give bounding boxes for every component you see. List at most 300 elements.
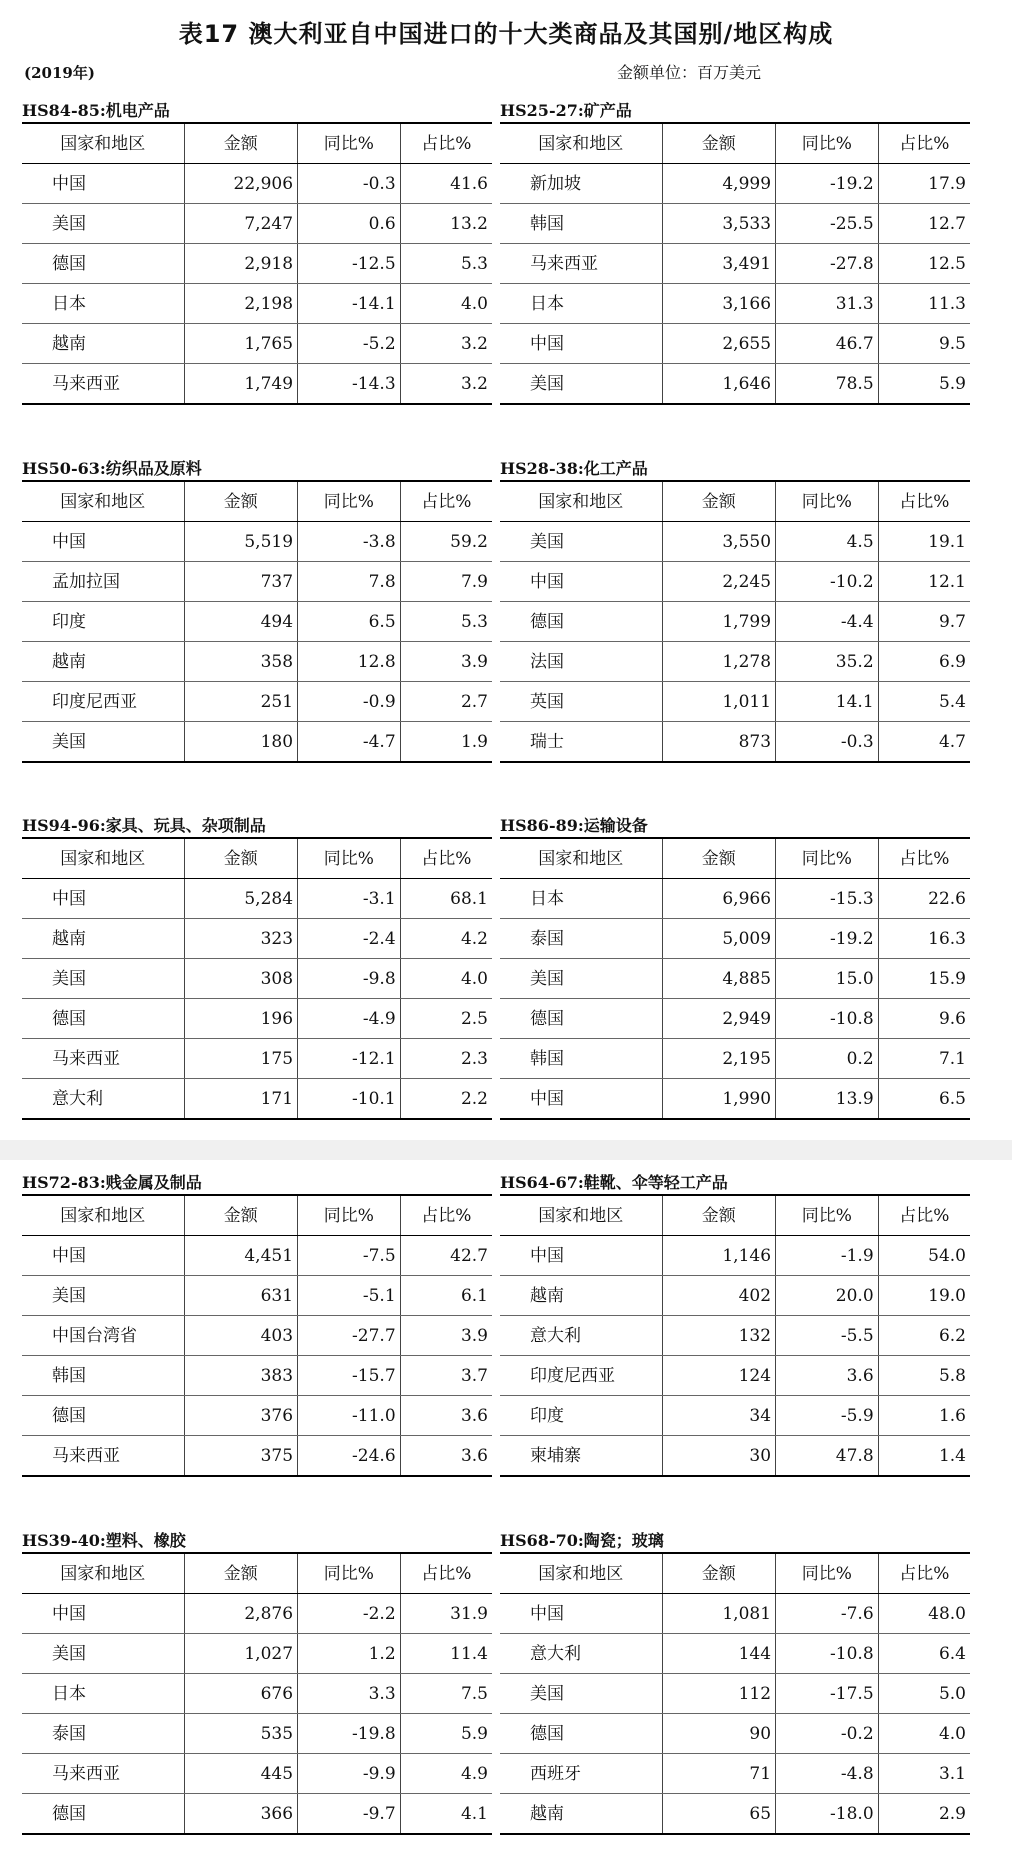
column-header: 国家和地区 bbox=[22, 1554, 184, 1594]
country-cell: 意大利 bbox=[500, 1634, 662, 1674]
data-table bbox=[22, 1196, 492, 1477]
country-cell: 中国台湾省 bbox=[22, 1316, 184, 1356]
share-cell: 2.5 bbox=[400, 999, 492, 1039]
amount-cell: 1,765 bbox=[184, 324, 297, 364]
country-cell: 新加坡 bbox=[500, 164, 662, 204]
yoy-cell: -9.7 bbox=[298, 1794, 401, 1835]
column-header: 金额 bbox=[184, 124, 297, 164]
data-table bbox=[22, 1554, 492, 1835]
table-row bbox=[22, 1039, 492, 1079]
table-row bbox=[500, 1396, 970, 1436]
column-header: 占比% bbox=[878, 124, 970, 164]
amount-cell: 1,081 bbox=[662, 1594, 775, 1634]
country-cell: 美国 bbox=[500, 1674, 662, 1714]
yoy-cell: 6.5 bbox=[298, 602, 401, 642]
share-cell: 5.8 bbox=[878, 1356, 970, 1396]
amount-cell: 65 bbox=[662, 1794, 775, 1835]
country-cell: 美国 bbox=[500, 364, 662, 405]
column-header: 占比% bbox=[878, 1196, 970, 1236]
amount-cell: 30 bbox=[662, 1436, 775, 1477]
table-row bbox=[22, 1079, 492, 1120]
table-row bbox=[500, 1316, 970, 1356]
country-cell: 德国 bbox=[22, 1396, 184, 1436]
table-row bbox=[500, 602, 970, 642]
share-cell: 9.7 bbox=[878, 602, 970, 642]
share-cell: 3.2 bbox=[400, 324, 492, 364]
amount-cell: 180 bbox=[184, 722, 297, 763]
data-table bbox=[500, 124, 970, 405]
share-cell: 1.6 bbox=[878, 1396, 970, 1436]
column-header: 国家和地区 bbox=[500, 1196, 662, 1236]
amount-cell: 5,284 bbox=[184, 879, 297, 919]
amount-cell: 494 bbox=[184, 602, 297, 642]
yoy-cell: -2.2 bbox=[298, 1594, 401, 1634]
yoy-cell: -9.8 bbox=[298, 959, 401, 999]
share-cell: 42.7 bbox=[400, 1236, 492, 1276]
amount-cell: 1,799 bbox=[662, 602, 775, 642]
country-cell: 马来西亚 bbox=[22, 364, 184, 405]
share-cell: 7.5 bbox=[400, 1674, 492, 1714]
country-cell: 意大利 bbox=[500, 1316, 662, 1356]
yoy-cell: -0.3 bbox=[776, 722, 879, 763]
amount-cell: 71 bbox=[662, 1754, 775, 1794]
table-row bbox=[22, 1436, 492, 1477]
share-cell: 2.9 bbox=[878, 1794, 970, 1835]
yoy-cell: -19.2 bbox=[776, 919, 879, 959]
share-cell: 4.7 bbox=[878, 722, 970, 763]
section-divider-band bbox=[0, 1140, 1012, 1160]
section-7 bbox=[500, 1172, 970, 1477]
amount-cell: 3,491 bbox=[662, 244, 775, 284]
yoy-cell: -19.8 bbox=[298, 1714, 401, 1754]
share-cell: 5.3 bbox=[400, 602, 492, 642]
yoy-cell: -12.5 bbox=[298, 244, 401, 284]
yoy-cell: -4.9 bbox=[298, 999, 401, 1039]
amount-cell: 737 bbox=[184, 562, 297, 602]
table-row bbox=[500, 1634, 970, 1674]
country-cell: 美国 bbox=[22, 1634, 184, 1674]
column-header: 金额 bbox=[662, 839, 775, 879]
country-cell: 日本 bbox=[22, 284, 184, 324]
table-row bbox=[500, 364, 970, 405]
country-cell: 法国 bbox=[500, 642, 662, 682]
yoy-cell: -12.1 bbox=[298, 1039, 401, 1079]
yoy-cell: 3.3 bbox=[298, 1674, 401, 1714]
share-cell: 17.9 bbox=[878, 164, 970, 204]
country-cell: 马来西亚 bbox=[22, 1436, 184, 1477]
yoy-cell: -14.3 bbox=[298, 364, 401, 405]
table-row bbox=[22, 164, 492, 204]
yoy-cell: 20.0 bbox=[776, 1276, 879, 1316]
amount-cell: 2,195 bbox=[662, 1039, 775, 1079]
yoy-cell: -5.1 bbox=[298, 1276, 401, 1316]
yoy-cell: -9.9 bbox=[298, 1754, 401, 1794]
column-header: 同比% bbox=[776, 1554, 879, 1594]
amount-cell: 4,999 bbox=[662, 164, 775, 204]
amount-cell: 383 bbox=[184, 1356, 297, 1396]
column-header: 占比% bbox=[400, 482, 492, 522]
table-row bbox=[500, 919, 970, 959]
table-row bbox=[22, 364, 492, 405]
column-header: 国家和地区 bbox=[500, 839, 662, 879]
table-header-row bbox=[500, 839, 970, 879]
amount-cell: 90 bbox=[662, 1714, 775, 1754]
country-cell: 瑞士 bbox=[500, 722, 662, 763]
amount-cell: 171 bbox=[184, 1079, 297, 1120]
yoy-cell: -5.5 bbox=[776, 1316, 879, 1356]
table-row bbox=[500, 999, 970, 1039]
share-cell: 12.7 bbox=[878, 204, 970, 244]
yoy-cell: -2.4 bbox=[298, 919, 401, 959]
share-cell: 2.3 bbox=[400, 1039, 492, 1079]
table-row bbox=[500, 1356, 970, 1396]
table-row bbox=[22, 1634, 492, 1674]
yoy-cell: -4.8 bbox=[776, 1754, 879, 1794]
table-row bbox=[500, 1794, 970, 1835]
yoy-cell: -0.3 bbox=[298, 164, 401, 204]
table-row bbox=[500, 324, 970, 364]
yoy-cell: -7.6 bbox=[776, 1594, 879, 1634]
table-header-row bbox=[22, 482, 492, 522]
amount-cell: 1,990 bbox=[662, 1079, 775, 1120]
amount-cell: 358 bbox=[184, 642, 297, 682]
column-header: 同比% bbox=[298, 839, 401, 879]
section-6 bbox=[22, 1172, 492, 1477]
yoy-cell: -15.7 bbox=[298, 1356, 401, 1396]
table-row bbox=[500, 959, 970, 999]
country-cell: 中国 bbox=[22, 1236, 184, 1276]
share-cell: 4.1 bbox=[400, 1794, 492, 1835]
section-1 bbox=[500, 100, 970, 405]
table-row bbox=[500, 522, 970, 562]
share-cell: 6.1 bbox=[400, 1276, 492, 1316]
yoy-cell: 7.8 bbox=[298, 562, 401, 602]
amount-cell: 1,146 bbox=[662, 1236, 775, 1276]
data-table bbox=[500, 482, 970, 763]
yoy-cell: -0.9 bbox=[298, 682, 401, 722]
amount-cell: 5,009 bbox=[662, 919, 775, 959]
share-cell: 1.4 bbox=[878, 1436, 970, 1477]
country-cell: 英国 bbox=[500, 682, 662, 722]
amount-cell: 2,245 bbox=[662, 562, 775, 602]
table-row bbox=[22, 284, 492, 324]
country-cell: 越南 bbox=[500, 1276, 662, 1316]
yoy-cell: 1.2 bbox=[298, 1634, 401, 1674]
country-cell: 中国 bbox=[22, 1594, 184, 1634]
yoy-cell: -19.2 bbox=[776, 164, 879, 204]
share-cell: 31.9 bbox=[400, 1594, 492, 1634]
country-cell: 日本 bbox=[500, 879, 662, 919]
amount-cell: 2,198 bbox=[184, 284, 297, 324]
share-cell: 48.0 bbox=[878, 1594, 970, 1634]
table-row bbox=[22, 999, 492, 1039]
section-title: HS39-40:塑料、橡胶 bbox=[22, 1530, 492, 1554]
table-row bbox=[500, 1276, 970, 1316]
table-row bbox=[500, 722, 970, 763]
share-cell: 9.6 bbox=[878, 999, 970, 1039]
amount-cell: 124 bbox=[662, 1356, 775, 1396]
table-row bbox=[500, 1754, 970, 1794]
table-row bbox=[22, 1794, 492, 1835]
amount-cell: 1,278 bbox=[662, 642, 775, 682]
table-row bbox=[22, 722, 492, 763]
table-row bbox=[22, 642, 492, 682]
country-cell: 印度 bbox=[500, 1396, 662, 1436]
section-title: HS25-27:矿产品 bbox=[500, 100, 970, 124]
share-cell: 3.9 bbox=[400, 642, 492, 682]
yoy-cell: -15.3 bbox=[776, 879, 879, 919]
share-cell: 15.9 bbox=[878, 959, 970, 999]
section-title: HS72-83:贱金属及制品 bbox=[22, 1172, 492, 1196]
country-cell: 美国 bbox=[500, 522, 662, 562]
column-header: 国家和地区 bbox=[22, 124, 184, 164]
share-cell: 3.2 bbox=[400, 364, 492, 405]
table-row bbox=[22, 1594, 492, 1634]
share-cell: 3.7 bbox=[400, 1356, 492, 1396]
country-cell: 德国 bbox=[22, 244, 184, 284]
yoy-cell: 12.8 bbox=[298, 642, 401, 682]
country-cell: 德国 bbox=[500, 1714, 662, 1754]
share-cell: 59.2 bbox=[400, 522, 492, 562]
country-cell: 中国 bbox=[500, 1079, 662, 1120]
table-row bbox=[500, 879, 970, 919]
column-header: 国家和地区 bbox=[500, 482, 662, 522]
table-header-row bbox=[22, 124, 492, 164]
section-5 bbox=[500, 815, 970, 1120]
table-row bbox=[22, 522, 492, 562]
table-row bbox=[22, 1396, 492, 1436]
column-header: 同比% bbox=[776, 482, 879, 522]
data-table bbox=[22, 839, 492, 1120]
table-header-row bbox=[500, 124, 970, 164]
section-0 bbox=[22, 100, 492, 405]
share-cell: 6.4 bbox=[878, 1634, 970, 1674]
country-cell: 孟加拉国 bbox=[22, 562, 184, 602]
section-3 bbox=[500, 458, 970, 763]
amount-cell: 2,918 bbox=[184, 244, 297, 284]
amount-cell: 7,247 bbox=[184, 204, 297, 244]
share-cell: 6.2 bbox=[878, 1316, 970, 1356]
data-table bbox=[500, 839, 970, 1120]
table-row bbox=[500, 1594, 970, 1634]
page-title: 表17 澳大利亚自中国进口的十大类商品及其国别/地区构成 bbox=[178, 20, 834, 48]
amount-cell: 1,749 bbox=[184, 364, 297, 405]
table-header-row bbox=[22, 1196, 492, 1236]
table-header-row bbox=[22, 1554, 492, 1594]
share-cell: 6.9 bbox=[878, 642, 970, 682]
table-row bbox=[22, 204, 492, 244]
country-cell: 中国 bbox=[22, 522, 184, 562]
share-cell: 1.9 bbox=[400, 722, 492, 763]
column-header: 金额 bbox=[662, 1196, 775, 1236]
amount-cell: 375 bbox=[184, 1436, 297, 1477]
share-cell: 2.7 bbox=[400, 682, 492, 722]
country-cell: 日本 bbox=[500, 284, 662, 324]
yoy-cell: -0.2 bbox=[776, 1714, 879, 1754]
column-header: 同比% bbox=[298, 124, 401, 164]
yoy-cell: -18.0 bbox=[776, 1794, 879, 1835]
share-cell: 68.1 bbox=[400, 879, 492, 919]
amount-cell: 366 bbox=[184, 1794, 297, 1835]
amount-cell: 6,966 bbox=[662, 879, 775, 919]
section-title: HS28-38:化工产品 bbox=[500, 458, 970, 482]
amount-cell: 22,906 bbox=[184, 164, 297, 204]
yoy-cell: -5.2 bbox=[298, 324, 401, 364]
section-title: HS68-70:陶瓷；玻璃 bbox=[500, 1530, 970, 1554]
amount-cell: 402 bbox=[662, 1276, 775, 1316]
country-cell: 意大利 bbox=[22, 1079, 184, 1120]
column-header: 占比% bbox=[400, 1196, 492, 1236]
column-header: 占比% bbox=[400, 839, 492, 879]
share-cell: 3.6 bbox=[400, 1396, 492, 1436]
column-header: 金额 bbox=[184, 1554, 297, 1594]
column-header: 金额 bbox=[662, 482, 775, 522]
table-row bbox=[22, 602, 492, 642]
amount-cell: 175 bbox=[184, 1039, 297, 1079]
table-row bbox=[22, 1276, 492, 1316]
yoy-cell: 47.8 bbox=[776, 1436, 879, 1477]
yoy-cell: 15.0 bbox=[776, 959, 879, 999]
table-row bbox=[500, 682, 970, 722]
country-cell: 越南 bbox=[22, 919, 184, 959]
country-cell: 美国 bbox=[500, 959, 662, 999]
country-cell: 柬埔寨 bbox=[500, 1436, 662, 1477]
section-title: HS84-85:机电产品 bbox=[22, 100, 492, 124]
country-cell: 中国 bbox=[500, 562, 662, 602]
column-header: 占比% bbox=[400, 124, 492, 164]
year-label: (2019年) bbox=[24, 64, 95, 82]
column-header: 同比% bbox=[776, 124, 879, 164]
table-row bbox=[22, 959, 492, 999]
table-header-row bbox=[500, 482, 970, 522]
section-title: HS64-67:鞋靴、伞等轻工产品 bbox=[500, 1172, 970, 1196]
table-row bbox=[22, 244, 492, 284]
yoy-cell: 4.5 bbox=[776, 522, 879, 562]
table-row bbox=[22, 562, 492, 602]
table-row bbox=[22, 879, 492, 919]
column-header: 国家和地区 bbox=[22, 839, 184, 879]
share-cell: 5.0 bbox=[878, 1674, 970, 1714]
share-cell: 3.6 bbox=[400, 1436, 492, 1477]
share-cell: 7.1 bbox=[878, 1039, 970, 1079]
yoy-cell: 13.9 bbox=[776, 1079, 879, 1120]
amount-cell: 403 bbox=[184, 1316, 297, 1356]
country-cell: 美国 bbox=[22, 1276, 184, 1316]
country-cell: 印度尼西亚 bbox=[500, 1356, 662, 1396]
amount-cell: 112 bbox=[662, 1674, 775, 1714]
amount-cell: 2,655 bbox=[662, 324, 775, 364]
column-header: 国家和地区 bbox=[22, 482, 184, 522]
table-row bbox=[500, 244, 970, 284]
amount-cell: 873 bbox=[662, 722, 775, 763]
share-cell: 5.9 bbox=[400, 1714, 492, 1754]
share-cell: 3.1 bbox=[878, 1754, 970, 1794]
yoy-cell: -5.9 bbox=[776, 1396, 879, 1436]
amount-cell: 196 bbox=[184, 999, 297, 1039]
table-row bbox=[500, 1436, 970, 1477]
amount-cell: 323 bbox=[184, 919, 297, 959]
share-cell: 5.4 bbox=[878, 682, 970, 722]
country-cell: 越南 bbox=[22, 324, 184, 364]
country-cell: 马来西亚 bbox=[22, 1039, 184, 1079]
table-row bbox=[22, 1236, 492, 1276]
unit-label: 金额单位：百万美元 bbox=[617, 63, 762, 82]
share-cell: 4.9 bbox=[400, 1754, 492, 1794]
yoy-cell: -27.8 bbox=[776, 244, 879, 284]
column-header: 同比% bbox=[298, 1196, 401, 1236]
country-cell: 日本 bbox=[22, 1674, 184, 1714]
share-cell: 4.0 bbox=[400, 284, 492, 324]
share-cell: 5.9 bbox=[878, 364, 970, 405]
share-cell: 12.1 bbox=[878, 562, 970, 602]
amount-cell: 676 bbox=[184, 1674, 297, 1714]
column-header: 同比% bbox=[298, 482, 401, 522]
yoy-cell: -4.4 bbox=[776, 602, 879, 642]
share-cell: 11.4 bbox=[400, 1634, 492, 1674]
table-row bbox=[500, 1236, 970, 1276]
data-table bbox=[500, 1196, 970, 1477]
amount-cell: 132 bbox=[662, 1316, 775, 1356]
amount-cell: 308 bbox=[184, 959, 297, 999]
table-header-row bbox=[22, 839, 492, 879]
amount-cell: 376 bbox=[184, 1396, 297, 1436]
yoy-cell: -25.5 bbox=[776, 204, 879, 244]
amount-cell: 1,011 bbox=[662, 682, 775, 722]
section-9 bbox=[500, 1530, 970, 1835]
country-cell: 印度 bbox=[22, 602, 184, 642]
country-cell: 美国 bbox=[22, 959, 184, 999]
share-cell: 4.0 bbox=[400, 959, 492, 999]
share-cell: 5.3 bbox=[400, 244, 492, 284]
yoy-cell: 46.7 bbox=[776, 324, 879, 364]
share-cell: 4.2 bbox=[400, 919, 492, 959]
share-cell: 11.3 bbox=[878, 284, 970, 324]
country-cell: 韩国 bbox=[22, 1356, 184, 1396]
table-header-row bbox=[500, 1554, 970, 1594]
column-header: 占比% bbox=[878, 482, 970, 522]
share-cell: 54.0 bbox=[878, 1236, 970, 1276]
country-cell: 韩国 bbox=[500, 1039, 662, 1079]
column-header: 占比% bbox=[400, 1554, 492, 1594]
column-header: 同比% bbox=[776, 1196, 879, 1236]
yoy-cell: -10.8 bbox=[776, 999, 879, 1039]
share-cell: 6.5 bbox=[878, 1079, 970, 1120]
country-cell: 德国 bbox=[22, 999, 184, 1039]
yoy-cell: -3.8 bbox=[298, 522, 401, 562]
data-table bbox=[500, 1554, 970, 1835]
data-table bbox=[22, 124, 492, 405]
yoy-cell: 31.3 bbox=[776, 284, 879, 324]
share-cell: 12.5 bbox=[878, 244, 970, 284]
column-header: 金额 bbox=[662, 1554, 775, 1594]
section-2 bbox=[22, 458, 492, 763]
country-cell: 越南 bbox=[22, 642, 184, 682]
yoy-cell: 0.2 bbox=[776, 1039, 879, 1079]
yoy-cell: 0.6 bbox=[298, 204, 401, 244]
amount-cell: 631 bbox=[184, 1276, 297, 1316]
table-row bbox=[22, 1356, 492, 1396]
amount-cell: 535 bbox=[184, 1714, 297, 1754]
table-row bbox=[500, 1714, 970, 1754]
yoy-cell: -7.5 bbox=[298, 1236, 401, 1276]
column-header: 国家和地区 bbox=[500, 1554, 662, 1594]
yoy-cell: -1.9 bbox=[776, 1236, 879, 1276]
section-8 bbox=[22, 1530, 492, 1835]
yoy-cell: -4.7 bbox=[298, 722, 401, 763]
column-header: 同比% bbox=[298, 1554, 401, 1594]
section-4 bbox=[22, 815, 492, 1120]
table-row bbox=[22, 1754, 492, 1794]
